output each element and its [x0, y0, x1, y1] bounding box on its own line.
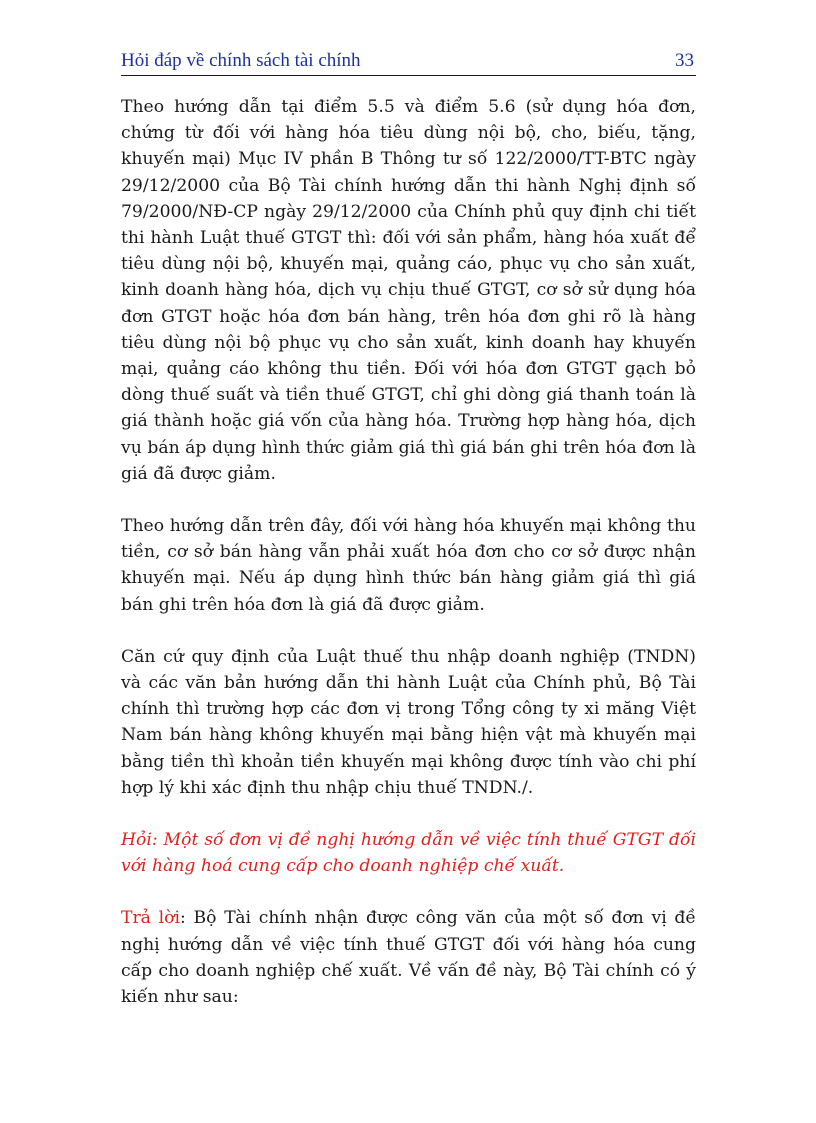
answer-text: : Bộ Tài chính nhận được công văn của một số đơn vị đề nghị hướng dẫn về việc tính thuế GTGT đối với hàng hóa cung cấp cho doanh nghiệp chế xuất. Về vấn đề này, Bộ Tài chính có ý kiến như sau: — [121, 908, 697, 1008]
page-body — [121, 94, 696, 1036]
question-text: Hỏi: Một số đơn vị đề nghị hướng dẫn về việc tính thuế GTGT đối với hàng hoá cung cấp cho doanh nghiệp chế xuất. — [121, 830, 696, 877]
answer-label: Trả lời — [121, 908, 181, 929]
paragraph-3: Căn cứ quy định của Luật thuế thu nhập doanh nghiệp (TNDN) và các văn bản hướng dẫn thi hành Luật của Chính phủ, Bộ Tài chính thì trường hợp các đơn vị trong Tổng công ty xi măng Việt Nam bán hàng không khuyến mại bằng hiện vật mà khuyến mại bằng tiền thì khoản tiền khuyến mại không được tính vào chi phí hợp lý khi xác định thu nhập chịu thuế TNDN./. — [121, 646, 696, 798]
paragraph-1: Theo hướng dẫn tại điểm 5.5 và điểm 5.6 (sử dụng hóa đơn, chứng từ đối với hàng hóa tiêu dùng nội bộ, cho, biếu, tặng, khuyến mại) Mục IV phần B Thông tư số 122/2000/TT-BTC ngày 29/12/2000 của Bộ Tài chính hướng dẫn thi hành Nghị định số 79/2000/NĐ-CP ngày 29/12/2000 của Chính phủ quy định chi tiết thi hành Luật thuế GTGT thì: đối với sản phẩm, hàng hóa xuất để tiêu dùng nội bộ, khuyến mại, quảng cáo, phục vụ cho sản xuất, kinh doanh hàng hóa, dịch vụ chịu thuế GTGT, cơ sở sử dụng hóa đơn GTGT hoặc hóa đơn bán hàng, trên hóa đơn ghi rõ là hàng tiêu dùng nội bộ phục vụ cho sản xuất, kinh doanh hay khuyến mại, quảng cáo không thu tiền. Đối với hóa đơn GTGT gạch bỏ dòng thuế suất và tiền thuế GTGT, chỉ ghi dòng giá thanh toán là giá thành hoặc giá vốn của hàng hóa. Trường hợp hàng hóa, dịch vụ bán áp dụng hình thức giảm giá thì giá bán ghi trên hóa đơn là giá đã được giảm. — [121, 97, 696, 484]
paragraph-2: Theo hướng dẫn trên đây, đối với hàng hóa khuyến mại không thu tiền, cơ sở bán hàng vẫn phải xuất hóa đơn cho cơ sở được nhận khuyến mại. Nếu áp dụng hình thức bán hàng giảm giá thì giá bán ghi trên hóa đơn là giá đã được giảm. — [121, 516, 696, 615]
answer-paragraph — [121, 905, 696, 1010]
header-title: Hỏi đáp về chính sách tài chính — [121, 50, 361, 71]
page-header — [121, 48, 696, 76]
page-number: 33 — [675, 50, 694, 71]
